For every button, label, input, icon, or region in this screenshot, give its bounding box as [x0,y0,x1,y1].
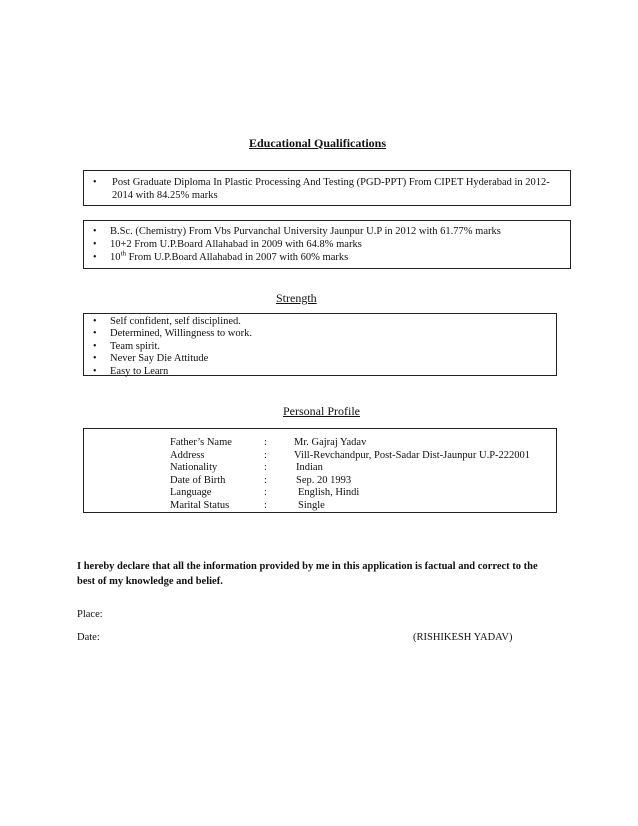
education-item-12th: • 10+2 From U.P.Board Allahabad in 2009 with 64.8% marks [84,238,570,251]
profile-row-address [84,450,556,463]
profile-row-marital [84,500,556,513]
personal-box [83,428,557,513]
education-item-10th-grade: 10 [110,252,121,264]
profile-label: Nationality [170,462,218,474]
profile-separator: : [264,500,267,511]
education-item-10th-detail: From U.P.Board Allahabad in 2007 with 60% marks [125,252,349,264]
strength-item: • Easy to Learn [84,366,556,378]
date-label: Date: [77,632,100,643]
profile-value: Mr. Gajraj Yadav [294,437,367,448]
declaration-text: I hereby declare that all the information provided by me in this application is factual and correct to the best of my knowledge and belief. [77,561,538,587]
profile-value: English, Hindi [298,487,360,499]
profile-separator: : [264,487,267,499]
strength-item: • Determined, Willingness to work. [84,328,556,340]
education-item-bsc: • B.Sc. (Chemistry) From Vbs Purvanchal University Jaunpur U.P in 2012 with 61.77% marks [84,225,570,238]
profile-row-language [84,487,556,500]
strength-heading: Strength [276,291,317,305]
strength-list [84,316,556,378]
profile-row-nationality [84,462,556,475]
education-list-school [84,225,570,265]
strength-box [83,313,557,376]
profile-value: Indian [296,462,323,474]
profile-label: Language [170,487,212,499]
personal-heading: Personal Profile [283,404,360,418]
place-label: Place: [77,609,103,620]
education-item-10th-sup: th [120,249,126,258]
profile-label: Marital Status [170,500,230,511]
profile-label: Date of Birth [170,474,226,486]
profile-row-father [84,437,556,450]
profile-value: Single [298,500,325,511]
profile-separator: : [264,462,267,474]
strength-item: • Self confident, self disciplined. [84,316,556,328]
signature-name: (RISHIKESH YADAV) [413,632,513,643]
education-item-10th [84,251,570,264]
profile-label: Father’s Name [170,437,232,448]
strength-item: • Never Say Die Attitude [84,353,556,365]
profile-separator: : [264,474,267,486]
strength-item: • Team spirit. [84,341,556,353]
education-box-pg [83,170,571,206]
profile-separator: : [264,449,267,461]
education-item-pg: • Post Graduate Diploma In Plastic Processing And Testing (PGD-PPT) From CIPET Hyderabad in 2012-2014 with 84.25% marks [84,176,552,202]
education-list-pg [84,176,552,202]
profile-row-dob [84,475,556,488]
profile-label: Address [170,449,205,461]
profile-value: Sep. 20 1993 [296,474,352,486]
profile-separator: : [264,437,267,448]
education-box-school [83,220,571,269]
education-heading: Educational Qualifications [249,136,387,150]
profile-value: Vill-Revchandpur, Post-Sadar Dist-Jaunpur U.P-222001 [294,449,531,461]
